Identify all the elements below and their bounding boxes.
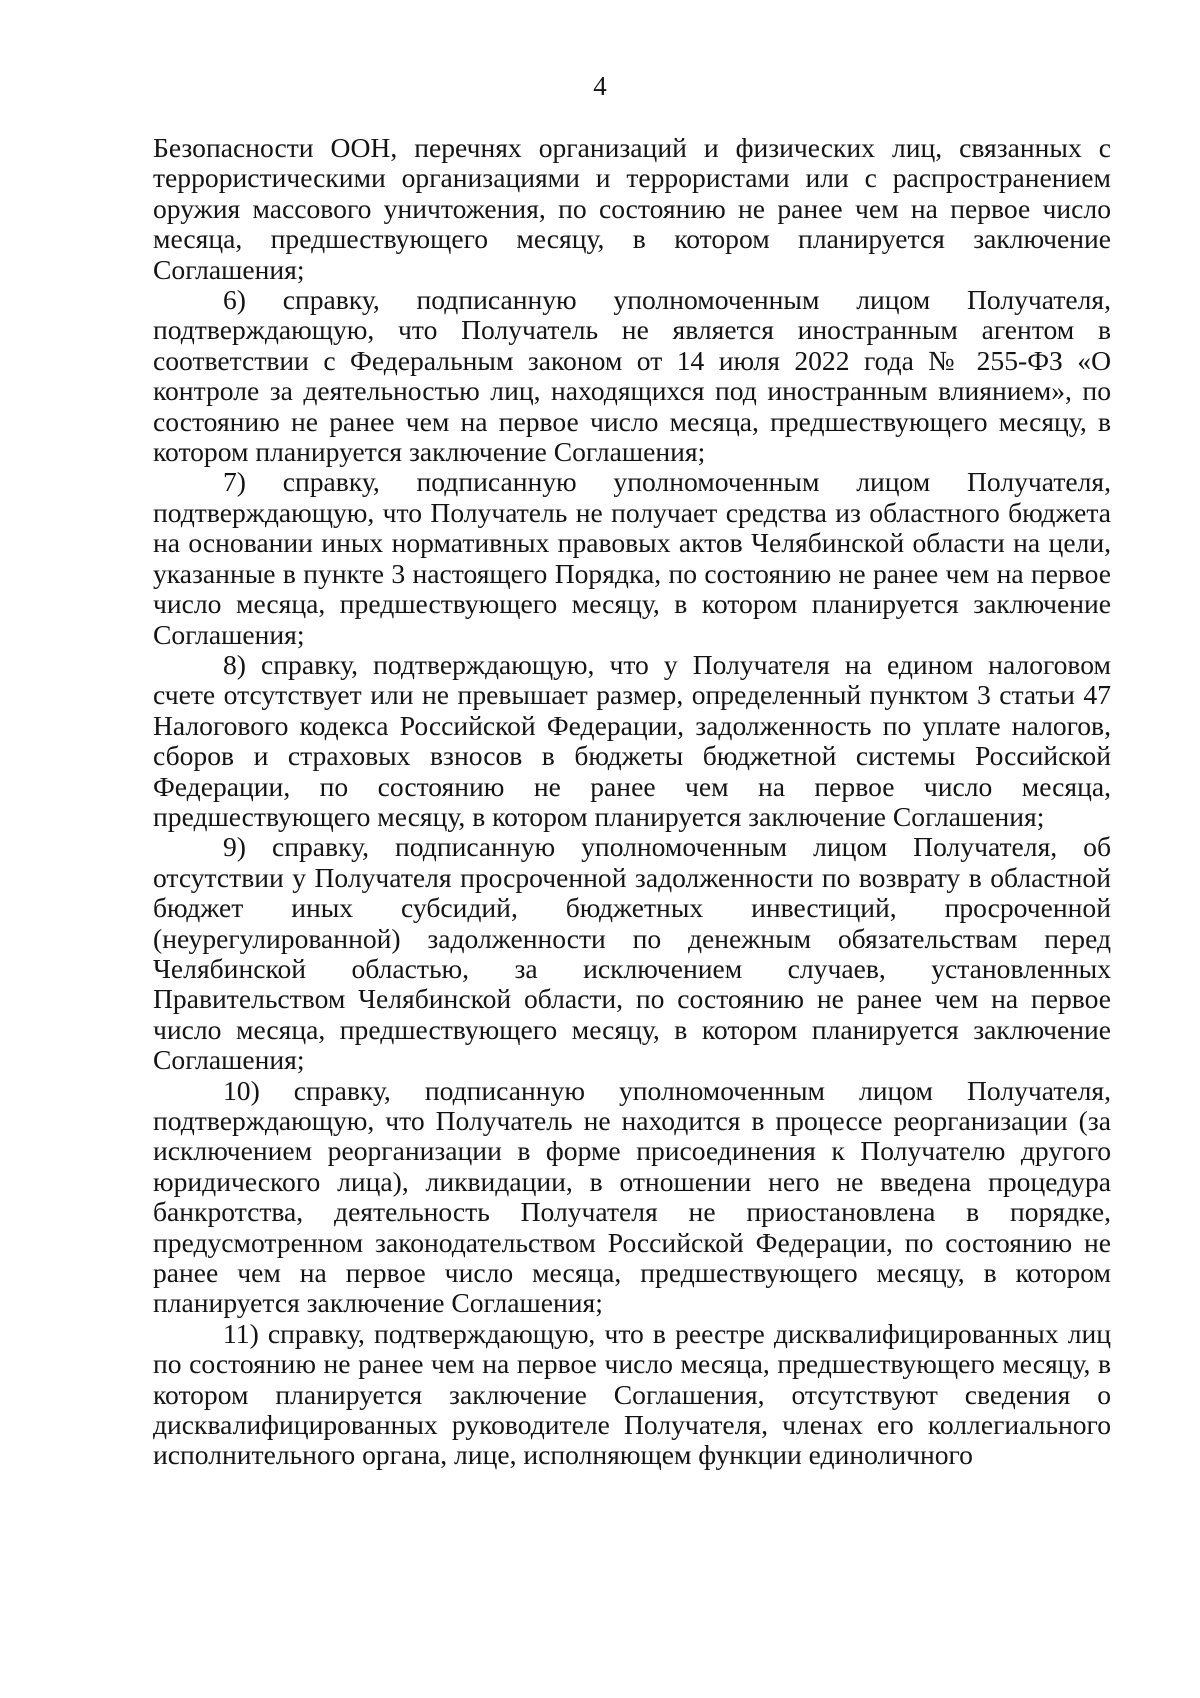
paragraph-item-10: 10) справку, подписанную уполномоченным лицом Получателя, подтверждающую, что Получатель не находится в процессе реорганизации (за исключением реорганизации в форме присоединения к Получателю другого юридического лица), ликвидации, в отношении него не введена процедура банкротства, деятельность Получателя не приостановлена в порядке, предусмотренном законодательством Российской Федерации, по состоянию не ранее чем на первое число месяца, предшествующего месяцу, в котором планируется заключение Соглашения; (153, 1074, 1111, 1319)
paragraph-item-7: 7) справку, подписанную уполномоченным лицом Получателя, подтверждающую, что Получатель не получает средства из областного бюджета на основании иных нормативных правовых актов Челябинской области на цели, указанные в пункте 3 настоящего Порядка, по состоянию не ранее чем на первое число месяца, предшествующего месяцу, в котором планируется заключение Соглашения; (153, 466, 1111, 650)
paragraph-continuation: Безопасности ООН, перечнях организаций и физических лиц, связанных с террористическими организациями и террористами или с распространением оружия массового уничтожения, по состоянию не ранее чем на первое число месяца, предшествующего месяцу, в котором планируется заключение Соглашения; (153, 132, 1111, 285)
paragraph-item-9: 9) справку, подписанную уполномоченным лицом Получателя, об отсутствии у Получателя просроченной задолженности по возврату в областной бюджет иных субсидий, бюджетных инвестиций, просроченной (неурегулированной) задолженности по денежным обязательствам перед Челябинской областью, за исключением случаев, установленных Правительством Челябинской области, по состоянию не ранее чем на первое число месяца, предшествующего месяцу, в котором планируется заключение Соглашения; (153, 831, 1111, 1076)
paragraph-item-11: 11) справку, подтверждающую, что в реестре дисквалифицированных лиц по состоянию не ранее чем на первое число месяца, предшествующего месяцу, в котором планируется заключение Соглашения, отсутствуют сведения о дисквалифицированных руководителе Получателя, членах его коллегиального исполнительного органа, лице, исполняющем функции единоличного (153, 1317, 1111, 1471)
document-body (153, 133, 1111, 1471)
page-number: 4 (593, 71, 607, 101)
paragraph-item-8: 8) справку, подтверждающую, что у Получателя на едином налоговом счете отсутствует или не превышает размер, определенный пунктом 3 статьи 47 Налогового кодекса Российской Федерации, задолженность по уплате налогов, сборов и страховых взносов в бюджеты бюджетной системы Российской Федерации, по состоянию не ранее чем на первое число месяца, предшествующего месяцу, в котором планируется заключение Соглашения; (153, 648, 1111, 832)
paragraph-item-6: 6) справку, подписанную уполномоченным лицом Получателя, подтверждающую, что Получатель не является иностранным агентом в соответствии с Федеральным законом от 14 июля 2022 года № 255-ФЗ «О контроле за деятельностью лиц, находящихся под иностранным влиянием», по состоянию не ранее чем на первое число месяца, предшествующего месяцу, в котором планируется заключение Соглашения; (153, 284, 1111, 468)
